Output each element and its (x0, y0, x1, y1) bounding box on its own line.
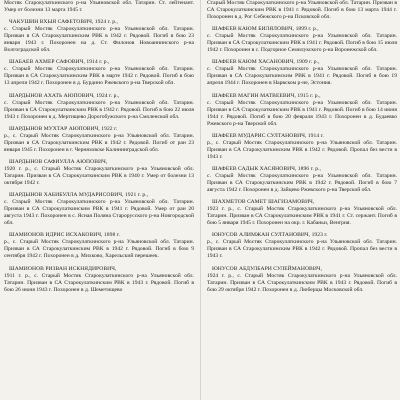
entry-text: Мостяк Старокулаткинского р-на Ульяновской обл. Татарин. Ст. лейтенант. Умер от болезни 13 марта 1945 г. (4, 0, 194, 14)
entry-text: 1911 г. р., с. Старый Мостяк Старокулаткинского р-на Ульяновской обл. Татарин. Призван в СА Старокулаткинским РВК в 1943 г. Рядовой. Погиб в бою 26 июня 1943 г. Похоронен в д. Шеметищево (4, 272, 194, 293)
entry-name: ШАБАЕВ АХМЕР САФОВИЧ, 1914 г. р., (9, 59, 110, 66)
entry-text: с. Старый Мостяк Старокулаткинского р-на Ульяновской обл. Татарин. Призван в СА Старокулаткинским РВК в 1942 г. Рядовой. Погиб в бою 22 июля 1943 г. Похоронен в д. Мертищево Дорогобужского р-на Смоленской обл. (4, 99, 194, 120)
entry-text: с. Старый Мостяк Старокулаткинского р-на Ульяновской обл. Татарин. Призван в СА Старокулаткинским РВК в 1941 г. Рядовой. Погиб в бою 15 июля 1942 г. Похоронен в с. Подгорное Семилукского р-на Воронежской обл. (207, 33, 397, 54)
memorial-entry (207, 232, 397, 260)
memorial-entry (4, 159, 194, 187)
entry-name: ШАРДЫНОВ САФИУЛЛА АЮПОВИЧ, (9, 158, 108, 165)
memorial-entry (207, 266, 397, 294)
memorial-entry (4, 126, 194, 154)
memorial-entry (4, 232, 194, 260)
entry-text: с. Старый Мостяк Старокулаткинского р-на Ульяновской обл. Татарин. Призван в СА Старокулаткинским РВК в 1942 г. Рядовой. Погиб в бою 7 августа 1942 г. Похоронен в д. Зайцево Ржевского р-на Тверской обл. (207, 172, 397, 194)
memorial-entry (207, 133, 397, 161)
entry-name: ЧАКУШИН ВХЫЯ САФЕТОВИЧ, 1924 г. р., (9, 19, 118, 26)
memorial-entry (207, 0, 397, 21)
entry-text: Старый Мостяк Старокулаткинского р-на Ульяновской обл. Татарин. Призван в СА Старокулаткинским РВК в 1941 г. Рядовой. Погиб в бою 13 марта 1944 г. Похоронен в д. Рог Себежского р-на Псковской обл. (207, 0, 397, 21)
right-column (207, 0, 397, 299)
column-gutter (200, 0, 201, 400)
entry-name: ШАФЕЕВ САДЫК ХАСЯНОВИЧ, 1896 г. р., (212, 165, 321, 172)
entry-name: ШАРДЫНОВ ХАБИБУЛЛА МУДАРИСОВИЧ, 1921 г. р., (9, 192, 149, 199)
memorial-entry (4, 93, 194, 121)
entry-name: ШАРДЫНОВ МУХТАР АЮПОВИЧ, 1922 г. (9, 125, 118, 132)
entry-name: ШАФЕЕВ КАЮМ БИЛЯЛОВИЧ, 1899 г. р., (212, 26, 319, 33)
entry-name: ШАФЕЕВ МУДАРИС СУЛТАНОВИЧ, 1914 г. (212, 132, 324, 139)
entry-text: 1924 г. р., с. Старый Мостяк Старокулаткинского р-на Ульяновской обл. Татарин. Призван в СА Старокулаткинским РВК в 1943 г. Рядовой. Погиб в бою 29 октября 1942 г. Похоронен в д. Люберцы Московской обл. (207, 272, 397, 293)
entry-text: р., с. Старый Мостяк Старокулаткинского р-на Ульяновской обл. Татарин. Призван в СА Старокулаткинским РВК в 1942 г. Рядовой. Погиб в бою 9 сентября 1942 г. Похоронен в д. Михково, Харельский перешеек. (4, 239, 194, 260)
memorial-entry (207, 93, 397, 128)
entry-name: ШАФЕЕВ КАЮМ ХАСАНОВИЧ, 1909 г. р., (212, 59, 320, 66)
entry-name: ШАРДЫНОВ АХАТЬ АЮПОВИЧ, 1924 г. р., (9, 92, 120, 99)
entry-name: ШАМИОНОВ ИДРИС ИСХАКОВИЧ, 1898 г. (9, 232, 120, 239)
entry-text: р., с. Старый Мостяк Старокулаткинского р-на Ульяновской обл. Татарин. Призван в СА Старокулаткинским РВК в 1942 г. Рядовой. Погиб от ран 23 января 1945 г. Похоронен в г. Черняховске Калининградской обл. (4, 132, 194, 153)
entry-text: с. Старый Мостяк Старокулаткинского р-на Ульяновской обл. Татарин. Призван в СА Старокулаткинским РВК в 1941 г. Рядовой. Умер от ран 20 августа 1943 г. Похоронен в с. Ясная Поляна Старорусского р-на Новгородской обл. (4, 199, 194, 227)
entry-text: р., с. Старый Мостяк Старокулаткинского р-на Ульяновской обл. Татарин. Призван в СА Старокулаткинским РВК в 1942 г. Рядовой. Пропал без вести в 1943 г. (207, 139, 397, 160)
entry-text: с. Старый Мостяк Старокулаткинского р-на Ульяновской обл. Татарин. Призван в СА Старокулаткинским РВК в 1941 г. Рядовой. Погиб в бою 19 апреля 1944 г. Похоронен в Нарвском р-не, Эстония. (207, 66, 397, 87)
entry-text: с. Старый Мостяк Старокулаткинского р-на Ульяновской обл. Татарин. Призван в СА Старокулаткинским РВК в 1941 г. Рядовой. Погиб в бою 14 июня 1944 г. Рядовой. Погиб в бою 20 февраля 1943 г. Похоронен в д. Будаевко Ржевского р-на Тверской обл. (207, 99, 397, 127)
memorial-entry (4, 59, 194, 87)
entry-name: ШАМИОНОВ РИЗВАН ИСКНЯДИРОВИЧ, (9, 265, 117, 272)
entry-name: ШАХМЕТОВ САМЕТ ШАГИЗАМОВИЧ, (212, 199, 315, 206)
memorial-entry (207, 59, 397, 87)
entry-text: с. Старый Мостяк Старокулаткинского р-на Ульяновской обл. Татарин. Призван в СА Старокулаткинским РВК в марте 1942 г. Рядовой. Погиб в бою 13 апреля 1942 г. Похоронен в д. Бурдино Ржевского р-на Тверской обл. (4, 66, 194, 87)
memorial-entry (207, 26, 397, 54)
entry-text: р., с. Старый Мостяк Старокулаткинского р-на Ульяновской обл. Татарин. Призван в СА Старокулаткинским РВК в 1942 г. Рядовой. Пропал без вести в 1943 г. (207, 239, 397, 260)
memorial-entry (4, 192, 194, 227)
left-column (4, 0, 194, 299)
entry-name: ЮНУСОВ АБДУЛБАРИ СУЛЕЙМАНОВИЧ, (212, 265, 323, 272)
entry-text: с. Старый Мостяк Старокулаткинского р-на Ульяновской обл. Татарин. Призван в СА Старокулаткинским РВК в 1942 г. Рядовой. Погиб в бою 23 января 1943 г. Похоронен на д. Ст. Филонов Новоаннинского р-на Волгоградской обл. (4, 26, 194, 54)
memorial-entry (4, 266, 194, 294)
memorial-entry (207, 166, 397, 194)
memorial-entry (207, 199, 397, 227)
entry-text: 1923 г. р., с. Старый Мостяк Старокулаткинского р-на Ульяновской обл. Татарин. Призван в СА Старокулаткинским РВК в 1941 г. Ст. сержант. Погиб в бою 5 января 1945 г. Похоронен на окр. г. Кабаньи, Венгрия. (207, 206, 397, 227)
entry-name: ЮНУСОВ АЛИМЖАН СУЛТАНОВИЧ, 1923 г. (212, 232, 328, 239)
entry-name: ШАФЕЕВ МАГИН МАТВЕЕВИЧ, 1915 г. р., (212, 92, 321, 99)
memorial-entry (4, 0, 194, 14)
entry-text: 1920 г. р., с. Старый Мостяк Старокулаткинского р-на Ульяновской обл. Татарин. Призван в СА Старокулаткинским РВК в 1940 г. Умер от болезни 13 октября 1942 г. (4, 165, 194, 187)
memorial-entry (4, 19, 194, 54)
